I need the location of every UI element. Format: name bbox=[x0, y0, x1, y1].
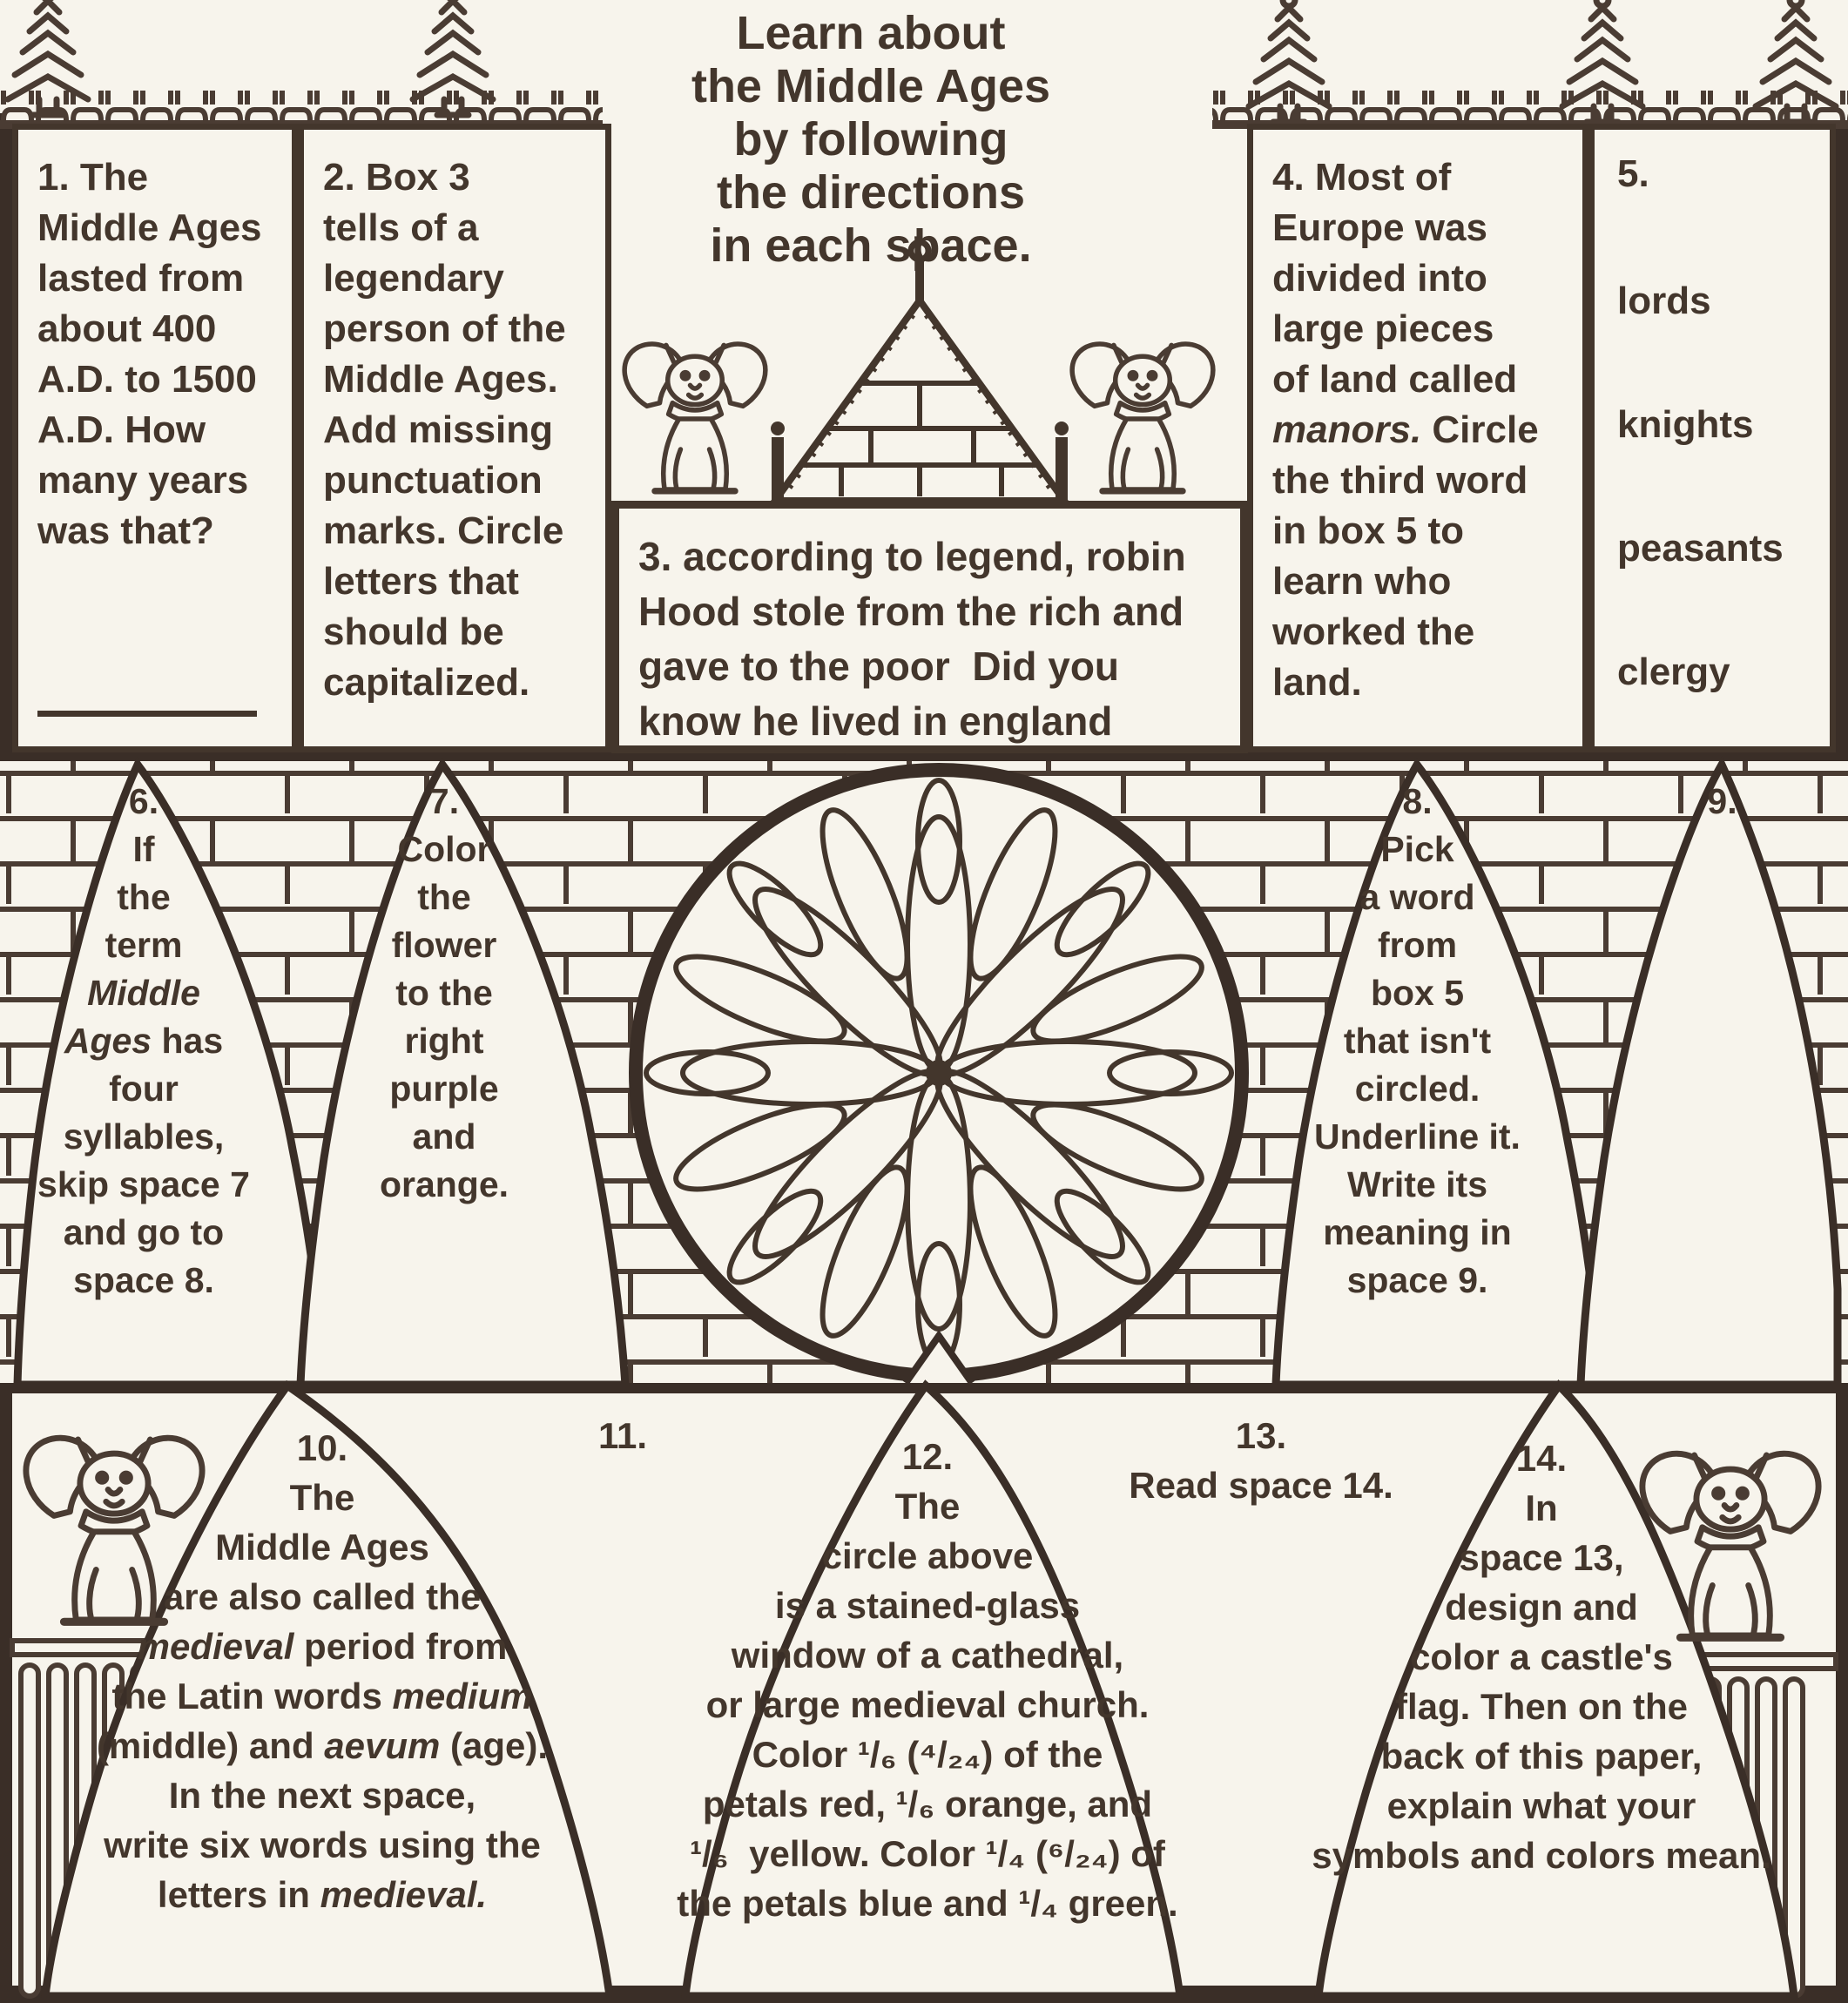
text-line: medieval period from bbox=[137, 1626, 508, 1667]
text-line: orange. bbox=[379, 1164, 509, 1204]
text-line: the directions bbox=[716, 166, 1026, 219]
text-line: the bbox=[117, 877, 171, 917]
text-line: letters in medieval. bbox=[157, 1874, 488, 1915]
text-line: Middle bbox=[87, 973, 200, 1013]
worksheet-title bbox=[540, 7, 1202, 273]
text-line: Write its bbox=[1347, 1164, 1487, 1204]
space-12-number: 12. bbox=[901, 1436, 954, 1477]
text-line: clergy bbox=[1617, 651, 1730, 693]
box-4 bbox=[1247, 124, 1588, 752]
text-line: skip space 7 bbox=[37, 1164, 250, 1204]
text-line: of land called bbox=[1272, 358, 1518, 401]
space-11-number: 11. bbox=[597, 1415, 648, 1456]
space-8-number: 8. bbox=[1402, 781, 1433, 821]
text-line: should be bbox=[323, 610, 504, 653]
answer-line[interactable] bbox=[37, 711, 257, 717]
text-line: Read space 14. bbox=[1129, 1465, 1393, 1506]
text-line: worked the bbox=[1272, 610, 1475, 653]
text-line: The bbox=[289, 1477, 355, 1518]
text-line: about 400 bbox=[37, 307, 217, 350]
text-line: know he lived in england bbox=[638, 698, 1113, 744]
text-line: Underline it. bbox=[1314, 1116, 1521, 1157]
text-line: lasted from bbox=[37, 257, 245, 300]
text-line: Middle Ages bbox=[37, 206, 262, 249]
text-line: ¹/₆ yellow. Color ¹/₄ (⁶/₂₄) of bbox=[690, 1833, 1165, 1874]
space-7-text bbox=[296, 778, 592, 1209]
text-line: circled. bbox=[1354, 1069, 1480, 1109]
space-14-number: 14. bbox=[1515, 1438, 1568, 1479]
text-line: syllables, bbox=[63, 1116, 225, 1157]
text-line: 4. Most of bbox=[1272, 156, 1452, 199]
text-line: land. bbox=[1272, 661, 1362, 704]
text-line: and bbox=[412, 1116, 476, 1157]
text-line: term bbox=[105, 925, 183, 965]
text-line: purple bbox=[389, 1069, 499, 1109]
text-line: are also called the bbox=[163, 1576, 482, 1617]
text-line: In the next space, bbox=[168, 1775, 476, 1816]
space-14-text bbox=[1263, 1433, 1820, 1880]
text-line: window of a cathedral, bbox=[731, 1635, 1124, 1676]
box-4-text bbox=[1253, 130, 1582, 708]
text-line: Pick bbox=[1380, 829, 1454, 869]
text-line: large pieces bbox=[1272, 307, 1494, 350]
text-line: lords bbox=[1617, 280, 1711, 322]
text-line: 1. The bbox=[37, 156, 149, 199]
text-line: Color ¹/₆ (⁴/₂₄) of the bbox=[752, 1734, 1103, 1775]
text-line: that isn't bbox=[1343, 1021, 1492, 1061]
text-line: person of the bbox=[323, 307, 566, 350]
text-line: the petals blue and ¹/₄ green. bbox=[677, 1883, 1178, 1924]
text-line: is a stained-glass bbox=[774, 1585, 1081, 1626]
text-line: legendary bbox=[323, 257, 504, 300]
box-5 bbox=[1588, 124, 1836, 752]
text-line: space 8. bbox=[73, 1260, 214, 1300]
box-1-text bbox=[18, 130, 292, 556]
text-line: In bbox=[1525, 1487, 1558, 1528]
text-line: symbols and colors mean. bbox=[1312, 1835, 1771, 1876]
space-8-text bbox=[1267, 778, 1568, 1305]
box-3 bbox=[611, 501, 1248, 753]
space-13-number: 13. bbox=[1235, 1415, 1287, 1456]
text-line: divided into bbox=[1272, 257, 1487, 300]
gargoyle-icon bbox=[1072, 344, 1213, 491]
space-10-text bbox=[44, 1423, 601, 1919]
text-line: space 9. bbox=[1346, 1260, 1488, 1300]
box-5-number: 5. bbox=[1617, 152, 1649, 195]
text-line: A.D. to 1500 bbox=[37, 358, 257, 401]
text-line: Middle Ages bbox=[215, 1527, 429, 1568]
space-9-number: 9. bbox=[1707, 781, 1737, 821]
text-line: capitalized. bbox=[323, 661, 530, 704]
text-line: from bbox=[1377, 925, 1458, 965]
gargoyle-icon bbox=[624, 344, 766, 491]
text-line: peasants bbox=[1617, 527, 1784, 570]
text-line: A.D. How bbox=[37, 408, 206, 451]
box-3-text bbox=[619, 509, 1240, 749]
text-line: 2. Box 3 bbox=[323, 156, 470, 199]
text-line: If bbox=[132, 829, 155, 869]
text-line: Europe was bbox=[1272, 206, 1487, 249]
text-line: was that? bbox=[37, 509, 214, 552]
text-line: right bbox=[404, 1021, 484, 1061]
text-line: punctuation bbox=[323, 459, 543, 502]
text-line: to the bbox=[395, 973, 493, 1013]
text-line: knights bbox=[1617, 403, 1754, 446]
text-line: marks. Circle bbox=[323, 509, 564, 552]
text-line: tells of a bbox=[323, 206, 479, 249]
rose-window bbox=[636, 770, 1242, 1383]
text-line: box 5 bbox=[1370, 973, 1465, 1013]
text-line: write six words using the bbox=[104, 1824, 541, 1865]
text-line: a word bbox=[1359, 877, 1475, 917]
text-line: Hood stole from the rich and bbox=[638, 589, 1184, 634]
text-line: the Middle Ages bbox=[691, 60, 1051, 112]
space-6-number: 6. bbox=[128, 781, 159, 821]
text-line: four bbox=[109, 1069, 179, 1109]
text-line: 3. according to legend, robin bbox=[638, 534, 1186, 579]
text-line: petals red, ¹/₆ orange, and bbox=[702, 1784, 1153, 1824]
text-line: The bbox=[894, 1486, 961, 1527]
text-line: flower bbox=[391, 925, 497, 965]
text-line: the bbox=[417, 877, 471, 917]
text-line: the third word bbox=[1272, 459, 1528, 502]
text-line: Add missing bbox=[323, 408, 554, 451]
text-line: Middle Ages. bbox=[323, 358, 558, 401]
text-line: back of this paper, bbox=[1380, 1736, 1703, 1777]
space-9-text bbox=[1572, 778, 1848, 826]
text-line: space 13, bbox=[1459, 1537, 1624, 1578]
text-line: many years bbox=[37, 459, 249, 502]
text-line: learn who bbox=[1272, 560, 1452, 603]
text-line: or large medieval church. bbox=[705, 1684, 1150, 1725]
text-line: letters that bbox=[323, 560, 519, 603]
box-1 bbox=[12, 124, 298, 752]
text-line: Ages has bbox=[64, 1021, 224, 1061]
space-10-number: 10. bbox=[296, 1427, 348, 1468]
text-line: meaning in bbox=[1323, 1212, 1512, 1252]
text-line: explain what your bbox=[1386, 1785, 1696, 1826]
space-7-number: 7. bbox=[428, 781, 460, 821]
text-line: and go to bbox=[63, 1212, 225, 1252]
text-line: in box 5 to bbox=[1272, 509, 1464, 552]
text-line: color a castle's bbox=[1410, 1636, 1673, 1677]
text-line: Learn about bbox=[736, 7, 1006, 59]
text-line: circle above bbox=[821, 1535, 1034, 1576]
text-line: by following bbox=[733, 113, 1008, 165]
text-line: the Latin words medium bbox=[111, 1676, 533, 1716]
box-5-word-list bbox=[1595, 239, 1830, 734]
text-line: gave to the poor Did you bbox=[638, 644, 1120, 689]
text-line: design and bbox=[1445, 1587, 1638, 1628]
text-line: flag. Then on the bbox=[1395, 1686, 1688, 1727]
text-line: manors. Circle bbox=[1272, 408, 1539, 451]
text-line: (middle) and aevum (age). bbox=[96, 1725, 549, 1766]
text-line: Color bbox=[397, 829, 491, 869]
text-line: in each space. bbox=[710, 219, 1032, 272]
space-6-text bbox=[0, 778, 287, 1305]
